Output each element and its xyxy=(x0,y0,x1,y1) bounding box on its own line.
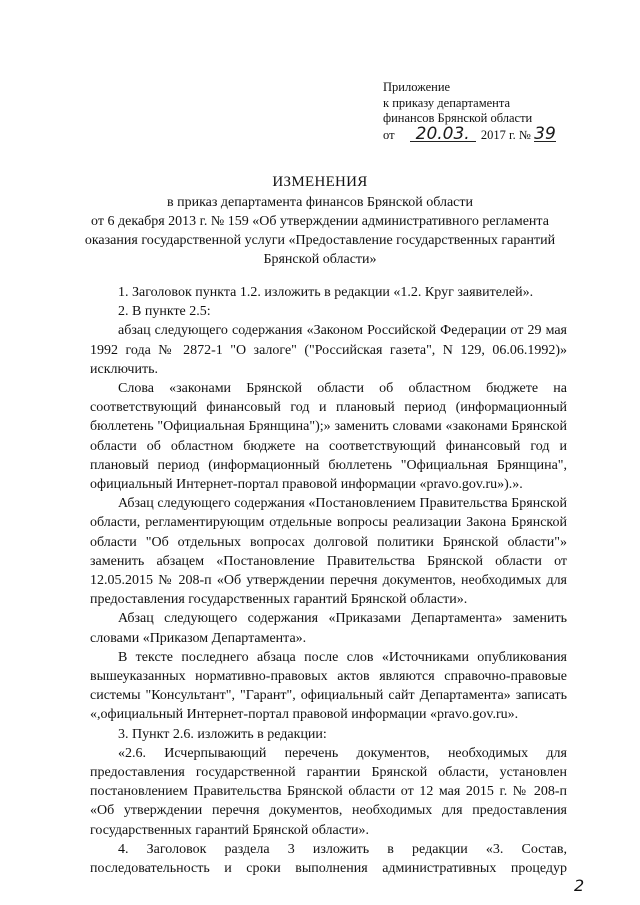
appendix-line-3: финансов Брянской области xyxy=(383,111,533,125)
subtitle-line: в приказ департамента финансов Брянской области xyxy=(166,195,473,210)
from-label: от xyxy=(383,127,395,142)
appendix-block xyxy=(383,80,623,143)
handwritten-date: 20.03. xyxy=(410,127,476,142)
paragraph-1: 1. Заголовок пункта 1.2. изложить в редакции «1.2. Круг заявителей». xyxy=(118,285,534,300)
paragraph-4: Слова «законами Брянской области об областном бюджете на соответствующий финансовый год и плановый период (информационный бюллетень "Официальная Брянщина");» заменить словами «законами Брянской области об областном бюджете на соответствующий финансовый год и плановый период (информационный бюллетень "Официальная Брянщина", официальный Интернет-портал правовой информации «pravo.gov.ru»).». xyxy=(90,381,567,493)
subtitle-line: Брянской области» xyxy=(263,252,377,267)
subtitle-line: оказания государственной услуги «Предоставление государственных гарантий xyxy=(84,233,556,248)
paragraph-3: абзац следующего содержания «Законом Российской Федерации от 29 мая 1992 года № 2872-1 "О залоге" ("Российская газета", N 129, 06.06.1992)» исключить. xyxy=(90,323,567,377)
paragraph-6: Абзац следующего содержания «Приказами Департамента» заменить словами «Приказом Департамента». xyxy=(90,611,567,646)
paragraph-9: «2.6. Исчерпывающий перечень документов, необходимых для предоставления государственной гарантии Брянской области, установлен постановлением Правительства Брянской области от 12 мая 2015 г. № 208-п «Об утверждении перечня документов, необходимых для предоставления государственных гарантий Брянской области». xyxy=(90,745,567,838)
document-body xyxy=(90,283,567,878)
paragraph-10: 4. Заголовок раздела 3 изложить в редакции «3. Состав, последовательность и сроки выполнения административных процедур xyxy=(90,841,567,877)
appendix-line-2: к приказу департамента xyxy=(383,95,511,110)
page-number: 2 xyxy=(574,876,585,895)
year-label: 2017 г. № xyxy=(480,127,531,142)
paragraph-8: 3. Пункт 2.6. изложить в редакции: xyxy=(118,726,327,742)
appendix-date-line xyxy=(383,123,623,144)
paragraph-2: 2. В пункте 2.5: xyxy=(118,304,211,320)
handwritten-number: 39 xyxy=(534,123,556,144)
subtitle-line: от 6 декабря 2013 г. № 159 «Об утверждении административного регламента xyxy=(91,214,549,229)
paragraph-7: В тексте последнего абзаца после слов «Источниками опубликования вышеуказанных нормативно-правовых актов являются справочно-правовые системы "Консультант", "Гарант", официальный сайт Департамента» записать «,официальный Интернет-портал правовой информации «pravo.gov.ru». xyxy=(90,649,567,723)
document-subtitle xyxy=(40,193,600,269)
appendix-line-1: Приложение xyxy=(383,80,451,94)
document-title: ИЗМЕНЕНИЯ xyxy=(272,174,368,190)
paragraph-5: Абзац следующего содержания «Постановлением Правительства Брянской области, регламентирующим отдельные вопросы реализации Закона Брянской области "Об отдельных вопросах долговой политики Брянской области"» заменить абзацем «Постановление Правительства Брянской области от 12.05.2015 № 208-п «Об утверждении перечня документов, необходимых для предоставления государственных гарантий Брянской области». xyxy=(90,496,567,608)
